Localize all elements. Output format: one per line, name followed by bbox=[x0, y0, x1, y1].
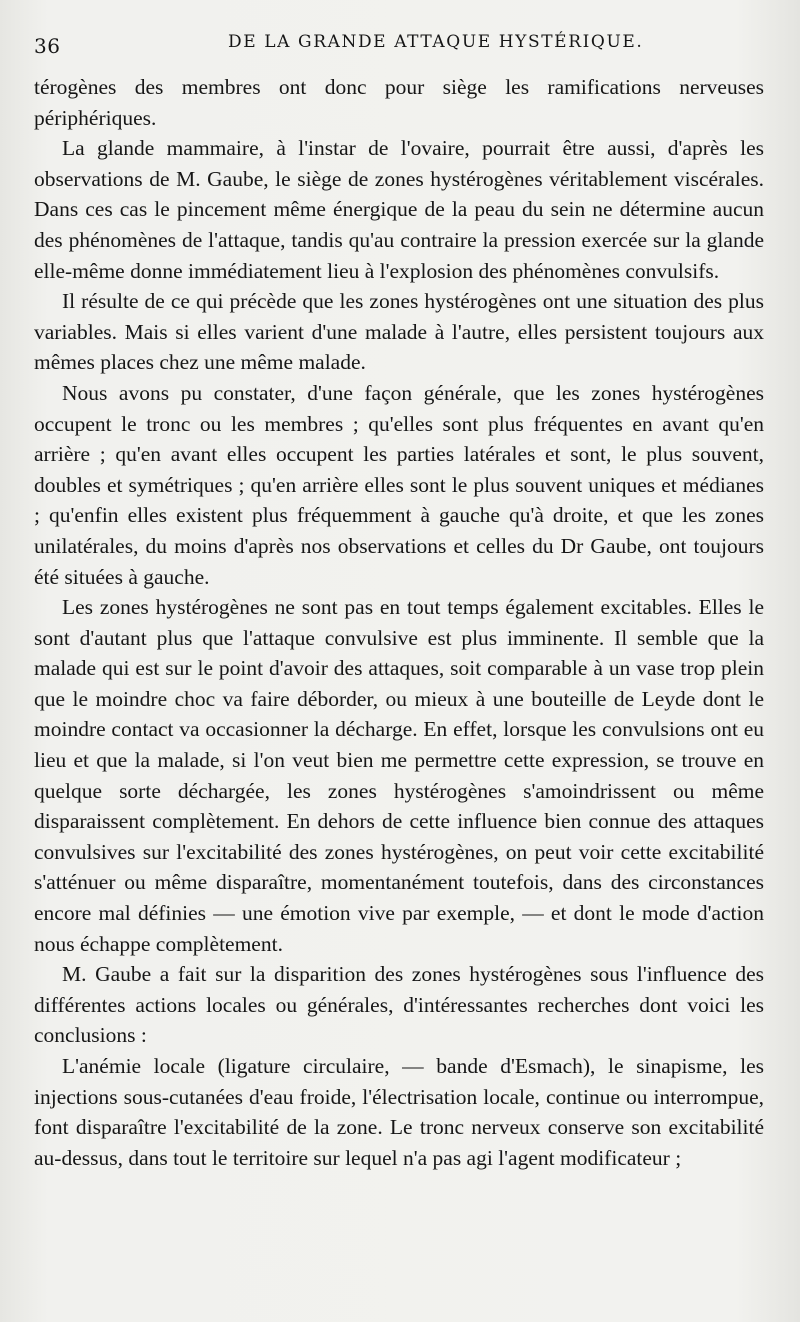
running-head bbox=[34, 28, 774, 58]
paragraph: L'anémie locale (ligature circulaire, — bande d'Esmach), le sinapisme, les injections sous-cutanées d'eau froide, l'électrisation locale, continue ou interrompue, font disparaître l'excitabilité de la zone. Le tronc nerveux conserve son excitabilité au-dessus, dans tout le territoire sur lequel n'a pas agi l'agent modificateur ; bbox=[34, 1054, 764, 1170]
paragraph: Il résulte de ce qui précède que les zones hystérogènes ont une situation des plus variables. Mais si elles varient d'une malade à l'autre, elles persistent toujours aux mêmes places chez une même malade. bbox=[34, 289, 764, 375]
paragraph-continuation: térogènes des membres ont donc pour siège les ramifications nerveuses périphériques. bbox=[34, 75, 764, 130]
paragraph: M. Gaube a fait sur la disparition des zones hystérogènes sous l'influence des différentes actions locales ou générales, d'intéressantes recherches dont voici les conclusions : bbox=[34, 962, 764, 1048]
body-text bbox=[34, 72, 764, 1173]
paragraph: Nous avons pu constater, d'une façon générale, que les zones hystérogènes occupent le tronc ou les membres ; qu'elles sont plus fréquentes en avant qu'en arrière ; qu'en avant elles occupent les parties latérales et sont, le plus souvent, doubles et symétriques ; qu'en arrière elles sont le plus souvent uniques et médianes ; qu'enfin elles existent plus fréquemment à gauche qu'à droite, et que les zones unilatérales, du moins d'après nos observations et celles du Dr Gaube, ont toujours été situées à gauche. bbox=[34, 380, 764, 589]
paragraph: La glande mammaire, à l'instar de l'ovaire, pourrait être aussi, d'après les observations de M. Gaube, le siège de zones hystérogènes véritablement viscérales. Dans ces cas le pincement même énergique de la peau du sein ne détermine aucun des phénomènes de l'attaque, tandis qu'au contraire la pression exercée sur la glande elle-même donne immédiatement lieu à l'explosion des phénomènes convulsifs. bbox=[34, 136, 764, 283]
running-title: DE LA GRANDE ATTAQUE HYSTÉRIQUE. bbox=[228, 32, 644, 52]
paragraph: Les zones hystérogènes ne sont pas en tout temps également excitables. Elles le sont d'autant plus que l'attaque convulsive est plus imminente. Il semble que la malade qui est sur le point d'avoir des attaques, soit comparable à un vase trop plein que le moindre choc va faire déborder, ou mieux à une bouteille de Leyde dont le moindre contact va occasionner la décharge. En effet, lorsque les convulsions ont eu lieu et que la malade, si l'on veut bien me permettre cette expression, se trouve en quelque sorte déchargée, les zones hystérogènes s'amoindrissent ou même disparaissent complètement. En dehors de cette influence bien connue des attaques convulsives sur l'excitabilité des zones hystérogènes, on peut voir cette excitabilité s'atténuer ou même disparaître, momentanément toutefois, dans des circonstances encore mal définies — une émotion vive par exemple, — et dont le mode d'action nous échappe complètement. bbox=[34, 595, 764, 956]
page-number: 36 bbox=[34, 34, 61, 58]
